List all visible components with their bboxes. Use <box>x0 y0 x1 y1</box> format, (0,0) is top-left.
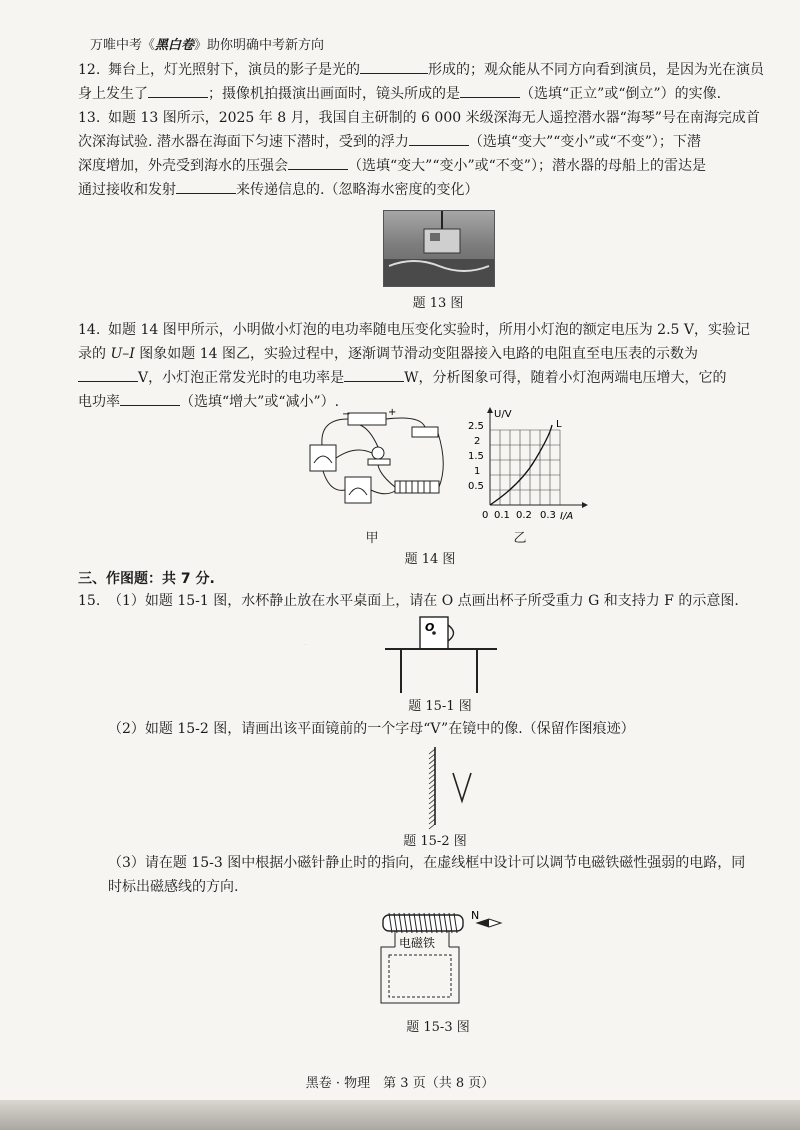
question-12: 12. 舞台上，灯光照射下，演员的影子是光的 形成的；观众能从不同方向看到演员，是因为光在演员 身上发生了 ；摄像机拍摄演出画面时，镜头所成的是 （选填“正立”或“倒立”）的实像. <box>78 58 778 106</box>
question-15-part-2: （2）如题 15-2 图，请画出该平面镜前的一个字母“V”在镜中的像.（保留作图痕迹） <box>108 721 635 737</box>
svg-text:+: + <box>388 407 397 418</box>
label-yi: 乙 <box>513 531 527 546</box>
circuit-diagram <box>300 405 450 520</box>
figure-13-caption: 题 13 图 <box>412 296 464 311</box>
letter-v <box>453 773 471 801</box>
page-footer: 黑卷 · 物理 第 3 页（共 8 页） <box>305 1076 495 1091</box>
hatch-line <box>429 789 435 794</box>
section-heading: 三、作图题：共 7 分. <box>78 571 215 587</box>
submersible-photo <box>383 210 495 287</box>
question-14: 14. 如题 14 图甲所示，小明做小灯泡的电功率随电压变化实验时，所用小灯泡的额定电压为 2.5 V，实验记 录的 U–I 图象如题 14 图乙，实验过程中，逐渐调节滑动变阻器接入电路的电阻直至电压表的示数为 V，小灯泡正常发光时的电功率是 W，分析图象可得，随着小灯泡两端电压增大，它的 电功率 （选填“增大”或“减小”）. <box>78 322 750 410</box>
x-tick-label: 0.3 <box>540 510 556 521</box>
hatch-line <box>429 814 435 819</box>
y-tick-label: 2.5 <box>468 421 484 432</box>
x-axis-label: I/A <box>560 511 574 522</box>
figure-14-caption: 题 14 图 <box>404 552 456 567</box>
answer-blank[interactable] <box>344 367 404 382</box>
origin-label: 0 <box>482 510 489 521</box>
question-13: 13. 如题 13 图所示，2025 年 8 月，我国自主研制的 6 000 米级深海无人遥控潜水器“海琴”号在南海完成首 次深海试验. 潜水器在海面下匀速下潜时，受到的浮力 （选填“变大”“变小”或“不变”）；下潜 深度增加，外壳受到海水的压强会 （选填“变大”“变小”或“不变”）；潜水器的母船上的雷达是 通过接收和发射 来传递信息的.（忽略海水密度的变化） <box>78 110 760 198</box>
y-axis-label: U/V <box>494 409 512 420</box>
ammeter <box>345 477 371 503</box>
electromagnet-figure <box>375 905 515 1015</box>
label-jia: 甲 <box>365 531 379 546</box>
cup-handle <box>448 625 454 641</box>
hatch-line <box>429 809 435 814</box>
svg-text:−: − <box>342 409 351 420</box>
figure-15-1-caption: 题 15-1 图 <box>408 699 472 714</box>
hatch-line <box>429 794 435 799</box>
question-15-part-3: （3）请在题 15-3 图中根据小磁针静止时的指向，在虚线框中设计可以调节电磁铁磁性强弱的电路，同 时标出磁感线的方向. <box>108 855 746 895</box>
x-tick-label: 0.2 <box>516 510 532 521</box>
cup-on-table-figure <box>385 615 505 700</box>
switch <box>412 427 438 437</box>
answer-blank[interactable] <box>78 367 138 382</box>
graph-grid <box>490 430 560 505</box>
svg-text:V: V <box>305 645 306 646</box>
hatch-line <box>429 754 435 759</box>
hatch-line <box>429 784 435 789</box>
x-tick-label: 0.1 <box>494 510 510 521</box>
answer-blank[interactable] <box>460 83 520 98</box>
hatch-line <box>429 774 435 779</box>
hatch-line <box>429 769 435 774</box>
hatch-line <box>429 779 435 784</box>
dashed-circuit-box[interactable] <box>389 955 451 997</box>
answer-blank[interactable] <box>120 391 180 406</box>
page-header: 万唯中考《黑白卷》助你明确中考新方向 <box>90 38 325 53</box>
submersible-photo-art <box>384 211 494 286</box>
page-edge-shadow <box>0 1100 800 1130</box>
answer-blank[interactable] <box>360 59 428 74</box>
hatch-line <box>429 749 435 754</box>
svg-text:O: O <box>425 621 435 634</box>
y-tick-label: 1 <box>474 466 481 477</box>
answer-blank[interactable] <box>148 83 208 98</box>
mirror-hatching <box>429 749 435 829</box>
y-tick-label: 0.5 <box>468 481 484 492</box>
hatch-line <box>429 804 435 809</box>
hatch-line <box>429 824 435 829</box>
hatch-line <box>429 819 435 824</box>
voltmeter <box>310 445 336 471</box>
curve-label: L <box>556 419 562 430</box>
figure-15-2-caption: 题 15-2 图 <box>403 834 467 849</box>
lamp <box>372 447 384 459</box>
north-label: N <box>471 909 480 922</box>
ui-curve <box>490 425 552 505</box>
answer-blank[interactable] <box>409 131 469 146</box>
answer-blank[interactable] <box>288 155 348 170</box>
answer-blank[interactable] <box>176 179 236 194</box>
battery <box>348 413 386 425</box>
y-tick-label: 1.5 <box>468 451 484 462</box>
question-15-part-1: 15. （1）如题 15-1 图，水杯静止放在水平桌面上，请在 O 点画出杯子所受重力 G 和支持力 F 的示意图. <box>78 593 739 609</box>
rheostat <box>395 481 439 493</box>
electromagnet-label: 电磁铁 <box>399 936 436 950</box>
hatch-line <box>429 764 435 769</box>
hatch-line <box>429 799 435 804</box>
hatch-line <box>429 759 435 764</box>
figure-15-3-caption: 题 15-3 图 <box>406 1020 470 1035</box>
ui-graph <box>460 405 600 525</box>
y-tick-label: 2 <box>474 436 481 447</box>
